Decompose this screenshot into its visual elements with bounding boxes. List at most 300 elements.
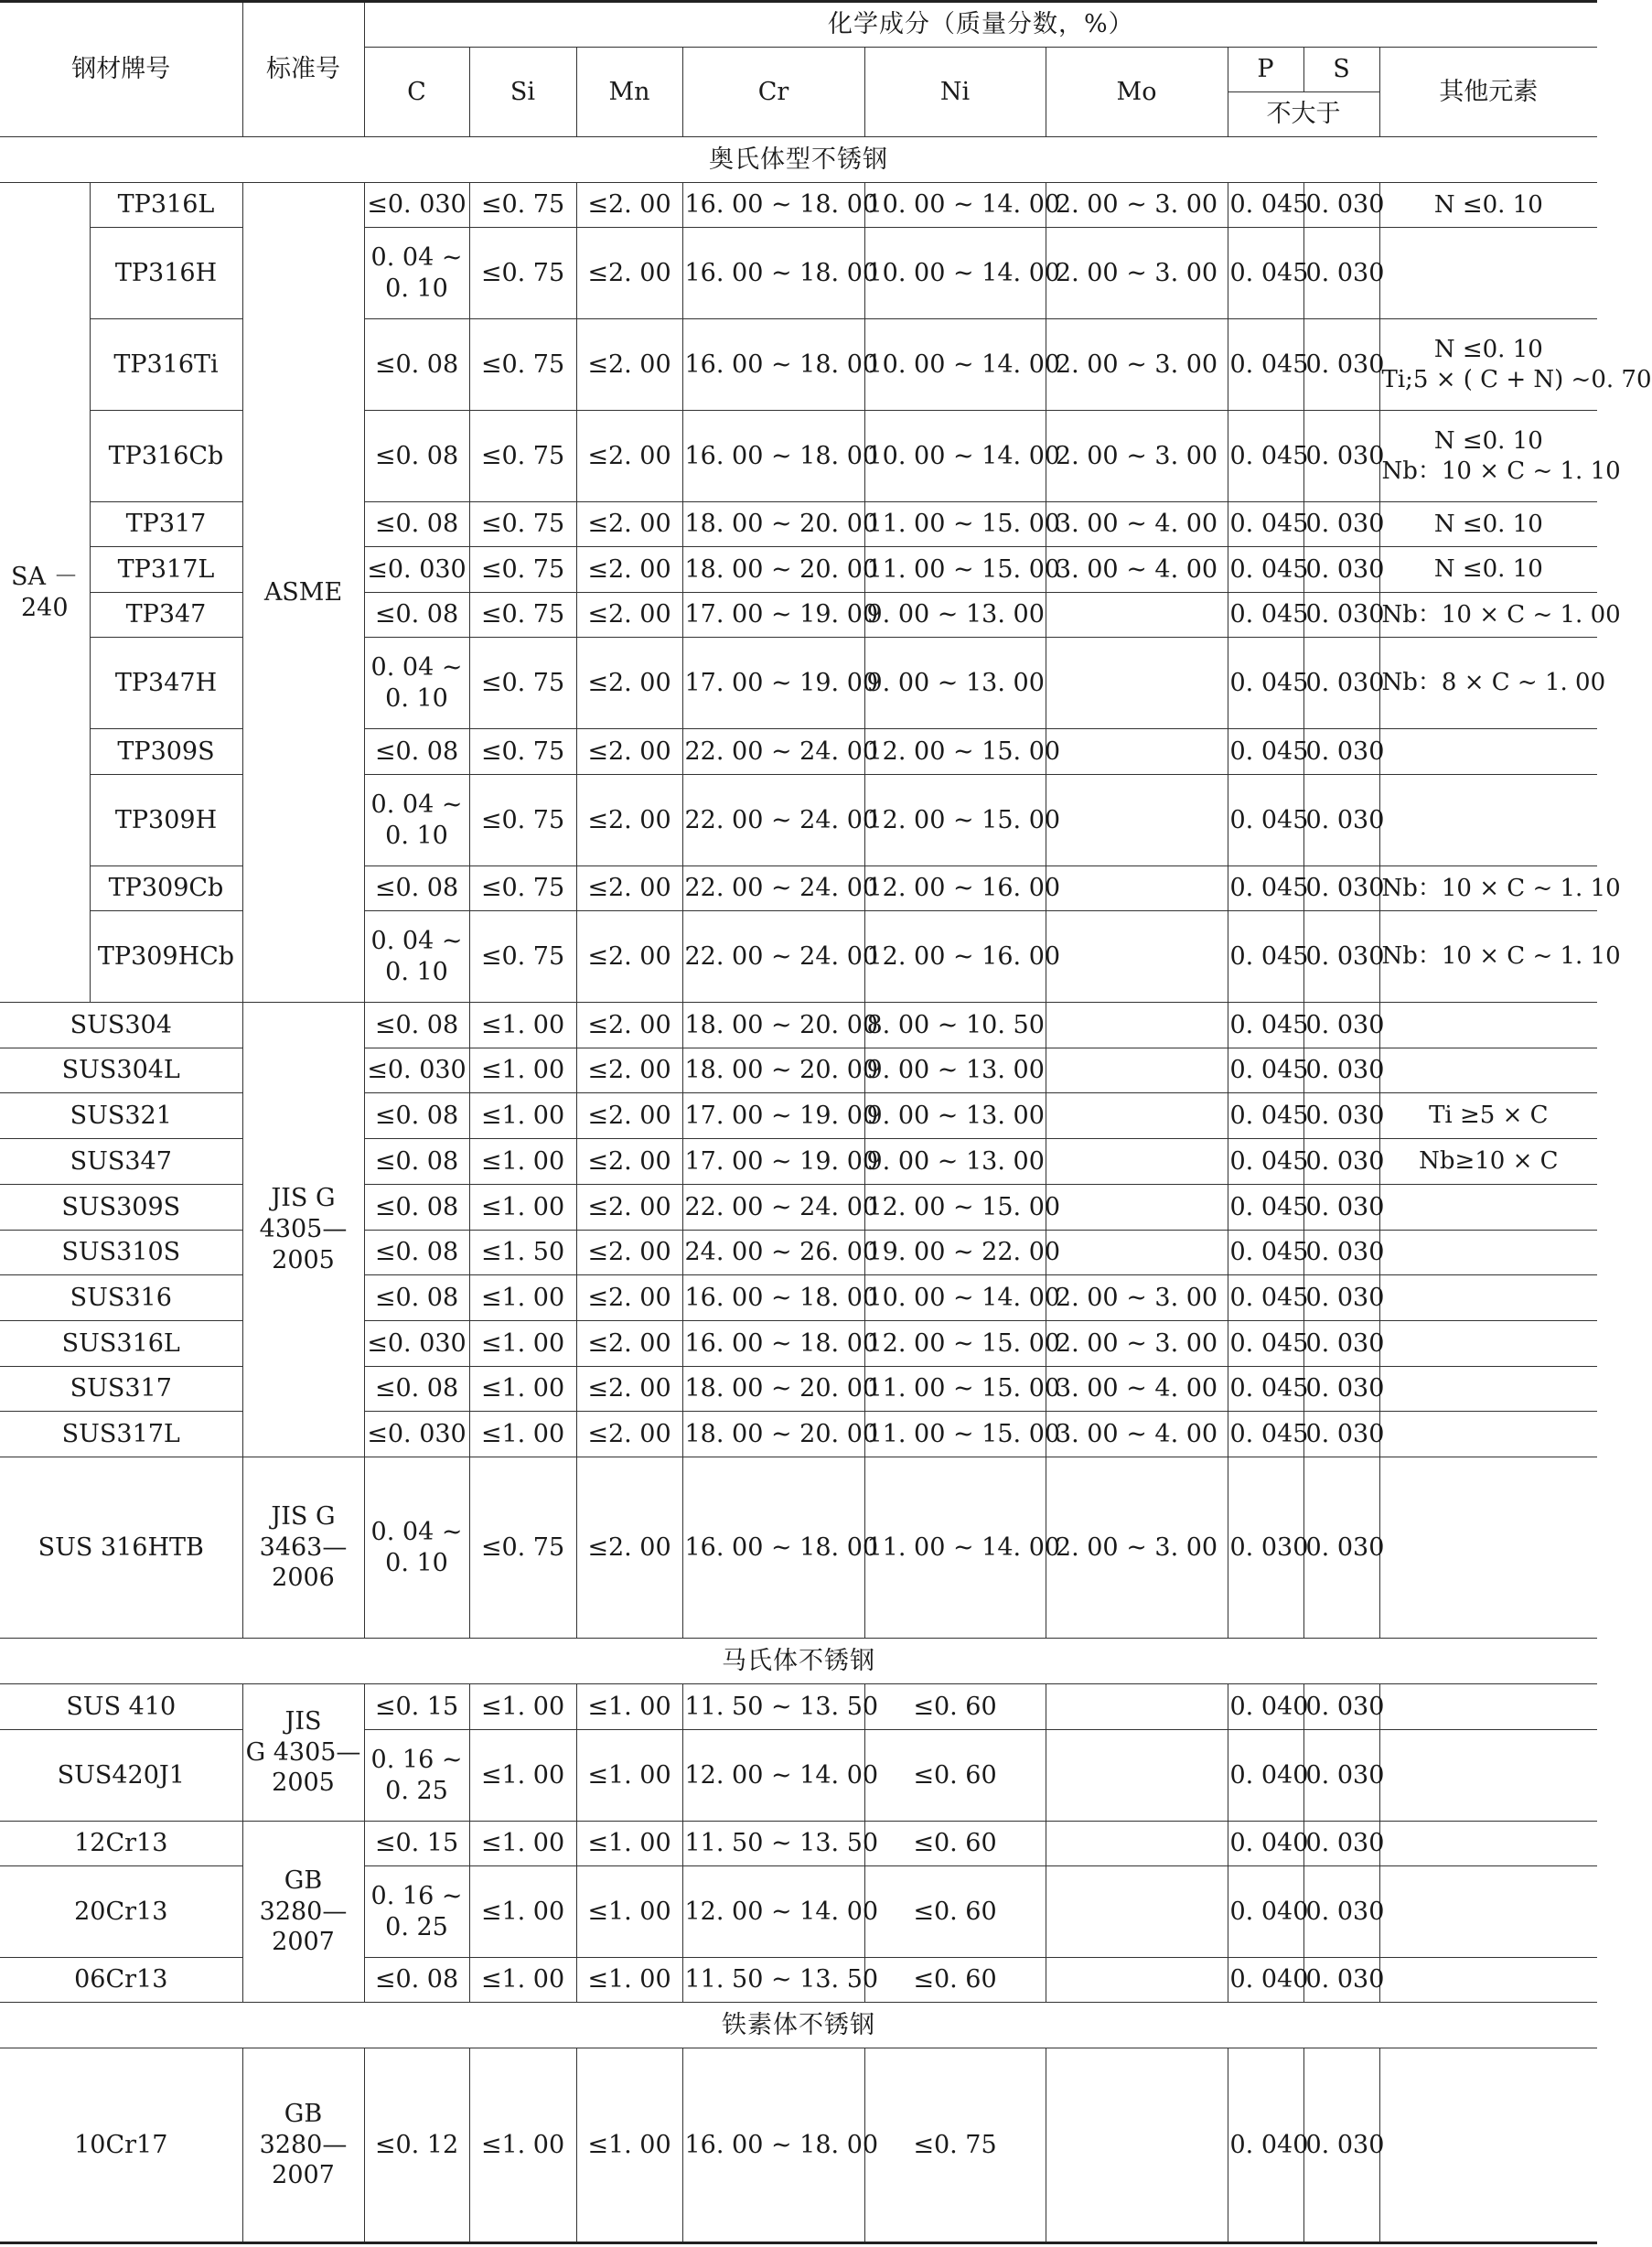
table-row [0,866,1597,911]
section-row [0,137,1597,183]
other-elements-cell [1379,1321,1597,1367]
cell-text: SUS304L [61,1056,180,1085]
si-cell: ≤0. 75 [469,183,576,228]
grade-cell [0,1412,242,1457]
mn-cell: ≤1. 00 [576,1822,682,1866]
c-cell [364,1730,469,1822]
cr-cell: 17. 00 ~ 19. 00 [682,638,864,729]
c-cell [364,547,469,593]
grade-cell [0,2048,242,2243]
table-row [0,319,1597,411]
standard-line: JIS G [271,1501,336,1531]
s-cell: 0. 030 [1303,1730,1379,1822]
c-line: ≤0. 08 [374,1965,459,1994]
mo-cell [1046,1139,1228,1185]
cell-text: TP347 [125,600,207,629]
s-cell: 0. 030 [1303,1457,1379,1639]
c-line: 0. 10 [385,683,448,713]
header-ni: Ni [864,48,1046,137]
grade-cell [0,1866,242,1958]
table-row [0,775,1597,866]
standard-line: 4305— [259,1215,348,1244]
ni-cell: 11. 00 ~ 15. 00 [864,547,1046,593]
p-cell: 0. 045 [1228,1231,1303,1275]
standard-line: 2005 [272,1245,335,1274]
cell-text: SUS 410 [66,1692,177,1721]
cell-text: SUS317L [61,1419,180,1448]
other-elements-cell [1379,1231,1597,1275]
standard-cell [242,1684,364,1822]
cr-cell: 16. 00 ~ 18. 00 [682,1457,864,1639]
table-row [0,1367,1597,1412]
mo-cell: 3. 00 ~ 4. 00 [1046,1412,1228,1457]
si-cell: ≤1. 00 [469,1412,576,1457]
mn-cell: ≤2. 00 [576,1321,682,1367]
mo-cell [1046,1231,1228,1275]
si-cell: ≤1. 00 [469,1958,576,2003]
mn-cell: ≤2. 00 [576,1003,682,1048]
mn-cell: ≤2. 00 [576,411,682,502]
p-cell: 0. 040 [1228,1958,1303,2003]
cr-cell: 22. 00 ~ 24. 00 [682,866,864,911]
s-cell: 0. 030 [1303,866,1379,911]
c-line: 0. 10 [385,274,448,303]
other-elements-cell [1379,1730,1597,1822]
grade-cell [90,775,242,866]
table-row [0,1866,1597,1958]
c-line: ≤0. 030 [367,554,467,584]
c-line: 0. 04 ~ [370,790,463,819]
header-other: 其他元素 [1379,48,1597,137]
mn-cell: ≤2. 00 [576,547,682,593]
c-line: 0. 25 [385,1776,448,1805]
other-elements-cell [1379,1139,1597,1185]
mn-cell: ≤2. 00 [576,1231,682,1275]
table-row [0,183,1597,228]
table-row [0,1958,1597,2003]
cell-text: SUS310S [61,1238,181,1267]
standard-line: JIS G [271,1184,336,1213]
ni-cell: 9. 00 ~ 13. 00 [864,1139,1046,1185]
mn-cell: ≤1. 00 [576,1958,682,2003]
cell-text: TP317 [125,510,207,539]
grade-cell [90,911,242,1003]
cr-cell: 18. 00 ~ 20. 00 [682,547,864,593]
si-cell: ≤0. 75 [469,411,576,502]
c-cell [364,1003,469,1048]
c-cell [364,1684,469,1730]
grade-cell [0,1048,242,1093]
ni-cell: 10. 00 ~ 14. 00 [864,319,1046,411]
s-cell: 0. 030 [1303,1684,1379,1730]
grade-cell [0,1185,242,1231]
c-line: 0. 16 ~ [370,1881,463,1910]
p-cell: 0. 045 [1228,911,1303,1003]
grade-cell [0,1457,242,1639]
cr-cell: 11. 50 ~ 13. 50 [682,1822,864,1866]
spec-line: 240 [20,593,69,622]
standard-line: 2007 [272,1928,335,1957]
mo-cell [1046,775,1228,866]
other-elements-line: Nb≥10 × C [1419,1147,1559,1176]
mo-cell: 2. 00 ~ 3. 00 [1046,411,1228,502]
s-cell: 0. 030 [1303,729,1379,775]
c-cell [364,1321,469,1367]
standard-cell [242,1457,364,1639]
other-elements-line: Ti ≥5 × C [1429,1102,1549,1130]
c-cell [364,183,469,228]
table-row [0,1003,1597,1048]
mo-cell [1046,866,1228,911]
cell-text: SUS317 [70,1374,172,1403]
cr-cell: 16. 00 ~ 18. 00 [682,2048,864,2243]
s-cell: 0. 030 [1303,183,1379,228]
c-cell [364,1048,469,1093]
si-cell: ≤1. 00 [469,1321,576,1367]
other-elements-cell [1379,1003,1597,1048]
si-cell: ≤0. 75 [469,638,576,729]
header-mn: Mn [576,48,682,137]
standard-line: G 4305— [245,1737,361,1767]
c-cell [364,1093,469,1139]
cr-cell: 18. 00 ~ 20. 00 [682,1367,864,1412]
header-grade: 钢材牌号 [0,2,242,137]
grade-cell [0,1684,242,1730]
cr-cell: 16. 00 ~ 18. 00 [682,228,864,319]
mo-cell [1046,1003,1228,1048]
header-row-1 [0,2,1597,48]
table-row [0,1139,1597,1185]
header-not-more-than: 不大于 [1228,92,1379,137]
mn-cell: ≤2. 00 [576,1457,682,1639]
s-cell: 0. 030 [1303,1275,1379,1321]
cr-cell: 17. 00 ~ 19. 00 [682,1139,864,1185]
c-line: ≤0. 030 [367,1056,467,1085]
p-cell: 0. 040 [1228,1822,1303,1866]
other-elements-cell [1379,1822,1597,1866]
mn-cell: ≤2. 00 [576,1048,682,1093]
mo-cell [1046,1822,1228,1866]
cr-cell: 16. 00 ~ 18. 00 [682,411,864,502]
mo-cell: 2. 00 ~ 3. 00 [1046,1275,1228,1321]
si-cell: ≤0. 75 [469,866,576,911]
mo-cell: 3. 00 ~ 4. 00 [1046,547,1228,593]
mn-cell: ≤2. 00 [576,1367,682,1412]
other-elements-cell [1379,228,1597,319]
grade-cell [90,502,242,547]
s-cell: 0. 030 [1303,502,1379,547]
cell-text: TP316H [114,258,218,287]
ni-cell: ≤0. 60 [864,1730,1046,1822]
cr-cell: 22. 00 ~ 24. 00 [682,911,864,1003]
c-line: 0. 04 ~ [370,242,463,272]
c-line: ≤0. 08 [374,1146,459,1176]
p-cell: 0. 040 [1228,1866,1303,1958]
si-cell: ≤0. 75 [469,502,576,547]
c-line: ≤0. 15 [374,1692,459,1721]
mo-cell [1046,729,1228,775]
p-cell: 0. 040 [1228,1730,1303,1822]
cr-cell: 18. 00 ~ 20. 00 [682,1412,864,1457]
c-line: 0. 25 [385,1912,448,1941]
ni-cell: 11. 00 ~ 15. 00 [864,1367,1046,1412]
cr-cell: 22. 00 ~ 24. 00 [682,775,864,866]
grade-cell [90,638,242,729]
other-elements-cell [1379,729,1597,775]
standard-line: JIS [284,1706,322,1736]
header-mo: Mo [1046,48,1228,137]
mo-cell [1046,638,1228,729]
table-row [0,1185,1597,1231]
ni-cell: 10. 00 ~ 14. 00 [864,411,1046,502]
cr-cell: 16. 00 ~ 18. 00 [682,319,864,411]
grade-cell [0,1093,242,1139]
cell-text: TP309S [117,736,215,766]
table-row [0,1231,1597,1275]
cell-text: TP309H [114,805,218,834]
table-row [0,1093,1597,1139]
cell-text: TP316L [117,190,215,220]
header-standard: 标准号 [242,2,364,137]
c-line: ≤0. 08 [374,349,459,379]
si-cell: ≤1. 00 [469,1822,576,1866]
mo-cell [1046,1866,1228,1958]
mn-cell: ≤2. 00 [576,1139,682,1185]
c-cell [364,593,469,638]
cr-cell: 12. 00 ~ 14. 00 [682,1730,864,1822]
cell-text: SUS304 [70,1010,172,1039]
p-cell: 0. 030 [1228,1457,1303,1639]
c-line: ≤0. 12 [374,2130,459,2159]
cr-cell: 16. 00 ~ 18. 00 [682,1275,864,1321]
spec-line: SA － [10,562,79,591]
p-cell: 0. 045 [1228,1048,1303,1093]
header-si: Si [469,48,576,137]
mo-cell: 3. 00 ~ 4. 00 [1046,502,1228,547]
c-cell [364,1866,469,1958]
mo-cell [1046,1958,1228,2003]
ni-cell: 12. 00 ~ 16. 00 [864,911,1046,1003]
p-cell: 0. 045 [1228,411,1303,502]
s-cell: 0. 030 [1303,1367,1379,1412]
c-line: ≤0. 08 [374,1010,459,1039]
p-cell: 0. 045 [1228,775,1303,866]
other-elements-line: Nb：10 × C ~ 1. 10 [1381,457,1621,485]
other-elements-cell [1379,1866,1597,1958]
ni-cell: ≤0. 60 [864,1684,1046,1730]
grade-cell [0,1321,242,1367]
p-cell: 0. 045 [1228,228,1303,319]
header-p: P [1228,48,1303,92]
section-title: 铁素体不锈钢 [0,2003,1597,2048]
mn-cell: ≤2. 00 [576,1275,682,1321]
c-line: ≤0. 08 [374,600,459,629]
cell-text: 20Cr13 [74,1897,168,1926]
standard-line: 2007 [272,2161,335,2190]
si-cell: ≤1. 00 [469,1730,576,1822]
cr-cell: 24. 00 ~ 26. 00 [682,1231,864,1275]
ni-cell: 9. 00 ~ 13. 00 [864,593,1046,638]
c-line: 0. 04 ~ [370,926,463,955]
p-cell: 0. 045 [1228,1275,1303,1321]
other-elements-cell [1379,547,1597,593]
other-elements-line: N ≤0. 10 [1433,190,1543,219]
ni-cell: ≤0. 75 [864,2048,1046,2243]
section-row [0,2003,1597,2048]
other-elements-cell [1379,1958,1597,2003]
cell-text: 12Cr13 [74,1829,168,1858]
cell-text: TP347H [114,668,218,697]
table-row [0,1321,1597,1367]
ni-cell: 10. 00 ~ 14. 00 [864,228,1046,319]
ni-cell: 11. 00 ~ 15. 00 [864,502,1046,547]
mn-cell: ≤1. 00 [576,1730,682,1822]
s-cell: 0. 030 [1303,1822,1379,1866]
grade-cell [0,1730,242,1822]
cr-cell: 17. 00 ~ 19. 00 [682,593,864,638]
header-s: S [1303,48,1379,92]
mn-cell: ≤1. 00 [576,1684,682,1730]
other-elements-cell [1379,502,1597,547]
standard-line: 3280— [259,1897,348,1926]
mn-cell: ≤2. 00 [576,1093,682,1139]
other-elements-cell [1379,1684,1597,1730]
si-cell: ≤0. 75 [469,911,576,1003]
mo-cell: 3. 00 ~ 4. 00 [1046,1367,1228,1412]
table-row [0,2048,1597,2243]
si-cell: ≤0. 75 [469,1457,576,1639]
ni-cell: 9. 00 ~ 13. 00 [864,1093,1046,1139]
c-cell [364,502,469,547]
table-row [0,593,1597,638]
si-cell: ≤1. 00 [469,1093,576,1139]
cr-cell: 16. 00 ~ 18. 00 [682,1321,864,1367]
cr-cell: 22. 00 ~ 24. 00 [682,1185,864,1231]
ni-cell: ≤0. 60 [864,1866,1046,1958]
standard-cell: ASME [242,183,364,1003]
other-elements-cell [1379,1185,1597,1231]
p-cell: 0. 045 [1228,502,1303,547]
c-cell [364,2048,469,2243]
standard-line: 3280— [259,2130,348,2159]
mo-cell: 2. 00 ~ 3. 00 [1046,183,1228,228]
si-cell: ≤0. 75 [469,729,576,775]
cr-cell: 18. 00 ~ 20. 00 [682,1003,864,1048]
p-cell: 0. 045 [1228,1321,1303,1367]
table-row [0,1412,1597,1457]
si-cell: ≤0. 75 [469,547,576,593]
s-cell: 0. 030 [1303,1048,1379,1093]
mn-cell: ≤2. 00 [576,319,682,411]
table-row [0,1684,1597,1730]
other-elements-line: N ≤0. 10 [1433,336,1543,363]
grade-cell [90,866,242,911]
c-cell [364,1412,469,1457]
c-cell [364,1367,469,1412]
ni-cell: 9. 00 ~ 13. 00 [864,1048,1046,1093]
s-cell: 0. 030 [1303,593,1379,638]
other-elements-line: N ≤0. 10 [1433,427,1543,455]
spec-sa240 [0,183,90,1003]
cr-cell: 11. 50 ~ 13. 50 [682,1958,864,2003]
p-cell: 0. 045 [1228,866,1303,911]
c-line: 0. 10 [385,957,448,986]
grade-cell [0,1822,242,1866]
mn-cell: ≤2. 00 [576,1185,682,1231]
s-cell: 0. 030 [1303,1003,1379,1048]
si-cell: ≤1. 00 [469,2048,576,2243]
cr-cell: 16. 00 ~ 18. 00 [682,183,864,228]
standard-cell [242,1003,364,1457]
table-row [0,1730,1597,1822]
mn-cell: ≤2. 00 [576,866,682,911]
grade-cell [0,1003,242,1048]
c-cell [364,1822,469,1866]
c-cell [364,729,469,775]
cr-cell: 22. 00 ~ 24. 00 [682,729,864,775]
c-cell [364,775,469,866]
cell-text: TP309Cb [108,874,224,903]
s-cell: 0. 030 [1303,1231,1379,1275]
grade-cell [0,1367,242,1412]
p-cell: 0. 045 [1228,319,1303,411]
c-line: 0. 10 [385,1548,448,1577]
other-elements-cell [1379,183,1597,228]
si-cell: ≤0. 75 [469,775,576,866]
other-elements-cell [1379,2048,1597,2243]
mo-cell: 2. 00 ~ 3. 00 [1046,319,1228,411]
mo-cell [1046,1048,1228,1093]
mo-cell [1046,593,1228,638]
p-cell: 0. 045 [1228,1367,1303,1412]
c-cell [364,319,469,411]
c-cell [364,911,469,1003]
c-line: ≤0. 08 [374,441,459,470]
c-cell [364,1958,469,2003]
c-cell [364,228,469,319]
p-cell: 0. 045 [1228,547,1303,593]
c-line: ≤0. 08 [374,736,459,766]
other-elements-cell [1379,775,1597,866]
si-cell: ≤0. 75 [469,228,576,319]
other-elements-cell [1379,866,1621,911]
standard-line: 2005 [272,1769,335,1798]
c-cell [364,866,469,911]
s-cell: 0. 030 [1303,775,1379,866]
mn-cell: ≤2. 00 [576,911,682,1003]
mn-cell: ≤2. 00 [576,775,682,866]
other-elements-line: Nb：10 × C ~ 1. 10 [1381,874,1621,902]
c-line: ≤0. 08 [374,1283,459,1312]
cr-cell: 18. 00 ~ 20. 00 [682,502,864,547]
c-line: ≤0. 08 [374,874,459,903]
ni-cell: 11. 00 ~ 14. 00 [864,1457,1046,1639]
s-cell: 0. 030 [1303,319,1379,411]
c-cell [364,638,469,729]
grade-cell [90,183,242,228]
cell-text: SUS347 [70,1146,172,1176]
p-cell: 0. 045 [1228,1003,1303,1048]
grade-cell [90,593,242,638]
header-composition: 化学成分（质量分数，%） [364,2,1597,48]
c-cell [364,1231,469,1275]
ni-cell: 9. 00 ~ 13. 00 [864,638,1046,729]
p-cell: 0. 040 [1228,2048,1303,2243]
mo-cell [1046,1185,1228,1231]
c-cell [364,1275,469,1321]
header-c: C [364,48,469,137]
cell-text: 06Cr13 [74,1965,168,1994]
